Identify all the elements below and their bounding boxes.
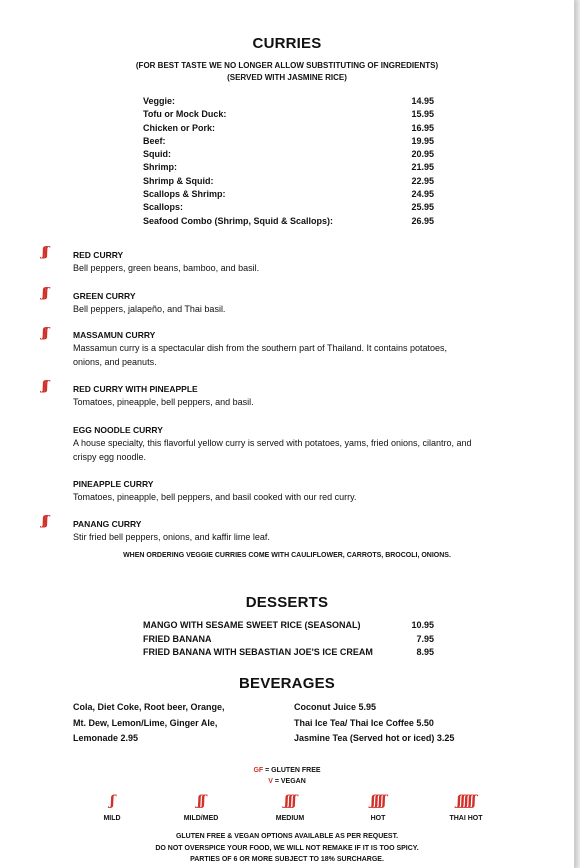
protein-price: 24.95 (411, 189, 434, 200)
veggie-curry-note: WHEN ORDERING VEGGIE CURRIES COME WITH CAULIFLOWER, CARROTS, BROCOLI, ONIONS. (123, 552, 451, 559)
curry-item-desc: A house specialty, this flavorful yellow curry is served with potatoes, yams, fried onions, cilantro, and crispy egg noodle. (73, 438, 472, 462)
curry-item-red-curry-pineapple (73, 383, 533, 409)
protein-name: Squid: (143, 149, 171, 160)
protein-price: 26.95 (411, 215, 434, 226)
curry-item-pineapple-curry (73, 478, 533, 504)
beverage-line: Jasmine Tea (Served hot or iced) 3.25 (294, 733, 455, 743)
protein-name: Scallops: (143, 202, 184, 213)
spice-level-medium (250, 793, 330, 822)
beverages-title: BEVERAGES (239, 675, 335, 692)
price-row (143, 201, 443, 214)
chili-pepper-icon: ʃʃʃʃ (370, 793, 386, 809)
protein-name: Veggie: (143, 96, 176, 106)
chili-pepper-icon: ʃ (110, 793, 114, 809)
spice-level-hot (338, 793, 418, 822)
chili-pepper-icon: ʃʃʃʃʃ (456, 793, 476, 809)
spice-level-mild (72, 793, 152, 822)
gf-text: = GLUTEN FREE (263, 767, 321, 774)
dessert-row (143, 619, 443, 633)
desserts-title: DESSERTS (245, 594, 329, 611)
gf-code: GF (253, 767, 264, 774)
curry-item-desc: Bell peppers, jalapeño, and Thai basil. (73, 304, 226, 314)
v-code: V (268, 778, 273, 785)
chili-pepper-icon: ʃʃ (42, 326, 47, 341)
curry-item-title: PINEAPPLE CURRY (73, 479, 154, 489)
protein-price: 21.95 (411, 162, 434, 173)
protein-name: Shrimp & Squid: (143, 175, 214, 186)
protein-price: 19.95 (411, 135, 434, 146)
protein-price: 25.95 (411, 202, 434, 213)
footer-line: GLUTEN FREE & VEGAN OPTIONS AVAILABLE AS PER REQUEST. (175, 833, 399, 840)
beverage-line: Cola, Diet Coke, Root beer, Orange, (73, 702, 225, 712)
curry-item-massamun-curry (73, 329, 473, 369)
dessert-price: 8.95 (416, 647, 434, 657)
beverage-line: Thai Ice Tea/ Thai Ice Coffee 5.50 (294, 717, 434, 728)
dessert-name: FRIED BANANA WITH SEBASTIAN JOE'S ICE CREAM (143, 647, 373, 657)
price-row (143, 95, 443, 108)
price-row (143, 135, 443, 148)
chili-pepper-icon: ʃʃ (42, 286, 47, 301)
curry-item-title: MASSAMUN CURRY (73, 330, 156, 340)
spice-level-label: HOT (370, 815, 386, 822)
curries-title: CURRIES (252, 35, 322, 52)
curry-item-red-curry (73, 249, 533, 275)
dessert-list (143, 619, 443, 660)
footer-line: PARTIES OF 6 OR MORE SUBJECT TO 18% SURCHARGE. (190, 856, 384, 863)
dessert-price: 7.95 (416, 633, 434, 644)
dessert-name: MANGO WITH SESAME SWEET RICE (SEASONAL) (143, 620, 361, 630)
price-row (143, 148, 443, 161)
price-row (143, 215, 443, 228)
protein-price: 20.95 (411, 149, 434, 160)
curries-note-substitution: (FOR BEST TASTE WE NO LONGER ALLOW SUBSTITUTING OF INGREDIENTS) (135, 61, 439, 70)
dessert-price: 10.95 (411, 620, 434, 630)
spice-level-label: MEDIUM (275, 815, 305, 822)
curry-item-desc: Tomatoes, pineapple, bell peppers, and basil. (73, 397, 254, 407)
curry-item-title: RED CURRY WITH PINEAPPLE (73, 384, 198, 394)
protein-price: 15.95 (411, 109, 434, 120)
spice-level-label: MILD/MED (183, 815, 219, 822)
chili-pepper-icon: ʃʃ (42, 514, 47, 529)
protein-price: 22.95 (411, 175, 434, 186)
protein-name: Shrimp: (143, 162, 178, 173)
curry-price-table (143, 95, 443, 228)
spice-level-mild-med (161, 793, 241, 822)
chili-pepper-icon: ʃʃʃ (284, 793, 296, 809)
beverages-sodas (73, 700, 225, 747)
spice-level-thai-hot (426, 793, 506, 822)
price-row (143, 108, 443, 121)
footer-line: DO NOT OVERSPICE YOUR FOOD, WE WILL NOT REMAKE IF IT IS TOO SPICY. (155, 844, 419, 852)
curry-item-title: EGG NOODLE CURRY (73, 425, 163, 435)
desserts-section-header (0, 594, 574, 611)
protein-name: Seafood Combo (Shrimp, Squid & Scallops): (143, 215, 334, 226)
gluten-free-legend (0, 766, 574, 776)
beverages-section-header (0, 675, 574, 692)
protein-price: 16.95 (411, 122, 434, 133)
vegan-legend (0, 777, 574, 787)
curry-item-desc: Stir fried bell peppers, onions, and kaffir lime leaf. (73, 532, 270, 542)
protein-name: Beef: (143, 135, 166, 146)
curry-item-title: GREEN CURRY (73, 291, 136, 301)
dessert-row (143, 633, 443, 647)
curry-item-title: RED CURRY (73, 250, 124, 260)
curry-item-panang-curry (73, 518, 533, 544)
price-row (143, 122, 443, 135)
curry-item-desc: Bell peppers, green beans, bamboo, and basil. (73, 263, 260, 273)
menu-footer (0, 831, 574, 866)
beverage-line: Mt. Dew, Lemon/Lime, Ginger Ale, (73, 717, 218, 728)
protein-name: Scallops & Shrimp: (143, 189, 226, 200)
curry-item-desc: Massamun curry is a spectacular dish from the southern part of Thailand. It contains potatoes, onions, and peanuts. (73, 343, 448, 367)
curry-item-green-curry (73, 290, 533, 316)
curries-note-rice: (SERVED WITH JASMINE RICE) (227, 73, 347, 82)
beverages-specialty (294, 700, 454, 747)
curries-notes (0, 60, 574, 84)
dessert-row (143, 646, 443, 660)
curry-item-desc: Tomatoes, pineapple, bell peppers, and basil cooked with our red curry. (73, 492, 357, 502)
chili-pepper-icon: ʃʃ (197, 793, 205, 809)
price-row (143, 188, 443, 201)
protein-name: Chicken or Pork: (143, 122, 216, 133)
protein-name: Tofu or Mock Duck: (143, 109, 227, 120)
chili-pepper-icon: ʃʃ (42, 379, 47, 394)
spice-level-label: THAI HOT (449, 815, 483, 822)
curry-item-title: PANANG CURRY (73, 519, 142, 529)
spice-level-label: MILD (103, 815, 121, 822)
protein-price: 14.95 (411, 96, 434, 106)
chili-pepper-icon: ʃʃ (42, 245, 47, 260)
beverage-line: Lemonade 2.95 (73, 733, 139, 743)
price-row (143, 175, 443, 188)
price-row (143, 161, 443, 174)
v-text: = VEGAN (272, 778, 306, 785)
beverage-line: Coconut Juice 5.95 (294, 702, 377, 712)
curry-item-egg-noodle-curry (73, 424, 488, 464)
dessert-name: FRIED BANANA (143, 633, 212, 644)
curries-section-header (0, 35, 574, 52)
